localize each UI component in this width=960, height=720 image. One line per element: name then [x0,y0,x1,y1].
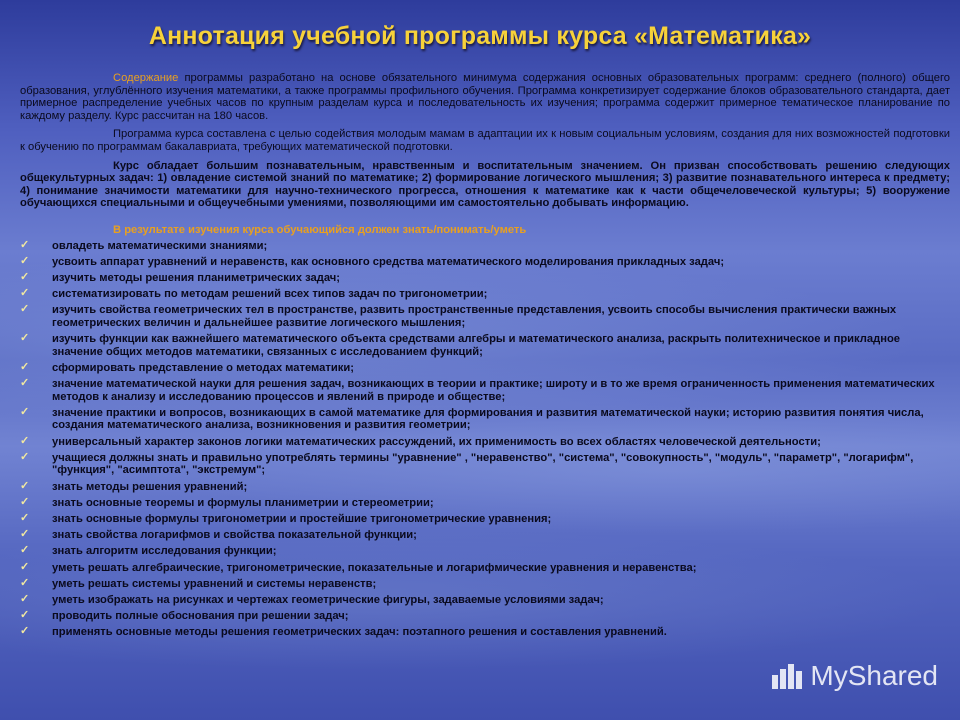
list-item: ✓ изучить функции как важнейшего математического объекта средствами алгебры и математического анализа, раскрыть политехническое и прикладное значение общих методов математики, связанных с исследованием функций; [20,332,901,358]
accent-word: Содержание [113,72,179,84]
watermark-text: MyShared [810,660,938,691]
list-item: ✓ уметь решать системы уравнений и системы неравенств; [20,576,377,590]
list-item: ✓ знать основные теоремы и формулы планиметрии и стереометрии; [20,495,434,509]
check-icon: ✓ [20,287,30,300]
list-item: ✓ овладеть математическими знаниями; [20,238,268,252]
check-icon: ✓ [20,377,30,390]
check-icon: ✓ [20,360,30,373]
list-item: ✓ значение математической науки для решения задач, возникающих в теории и практике; широту и в то же время ограниченность применения математических методов к анализу и исследованию процессов и явлений в природе и обществе; [20,377,935,403]
check-icon: ✓ [20,254,30,267]
check-icon: ✓ [20,495,30,508]
list-item: ✓ уметь изображать на рисунках и чертежах геометрические фигуры, задаваемые условиями задач; [20,592,604,606]
check-icon: ✓ [20,434,30,447]
check-icon: ✓ [20,405,30,418]
list-item: ✓ знать свойства логарифмов и свойства показательной функции; [20,528,417,542]
check-icon: ✓ [20,592,30,605]
list-item: ✓ учащиеся должны знать и правильно употреблять термины "уравнение" , "неравенство", "система", "совокупность", "модуль", "параметр", "логарифм", "функция", "асимптота", "экстремум"; [20,450,914,477]
check-icon: ✓ [20,450,30,463]
result-heading: В результате изучения курса обучающийся должен знать/понимать/уметь [113,223,527,236]
list-item: ✓ знать основные формулы тригонометрии и простейшие тригонометрические уравнения; [20,511,552,525]
check-icon: ✓ [20,609,30,622]
list-item: ✓ применять основные методы решения геометрических задач: поэтапного решения и составления уравнений. [20,625,667,639]
list-item: ✓ значение практики и вопросов, возникающих в самой математике для формирования и развития математической науки; историю развития понятия числа, создания математического анализа, возникновения и развития геометрии; [20,405,924,432]
paragraph-course-goals: Курс обладает большим познавательным, нравственным и воспитательным значением. Он призван способствовать решению следующих общекультурных задач: 1) овладение системой знаний по математике; 2) формирование логического мышления; 3) развитие познавательного интереса к предмету; 4) понимание значимости математики для научно-технического прогресса, отношения к математике как к части общечеловеческой культуры; 5) вооружение обучающихся специальными и общеучебными умениями, позволяющими им самостоятельно добывать информацию. [20,159,950,210]
list-item: ✓ систематизировать по методам решений всех типов задач по тригонометрии; [20,287,488,301]
check-icon: ✓ [20,560,30,573]
check-icon: ✓ [20,303,30,316]
check-icon: ✓ [20,576,30,589]
list-item: ✓ сформировать представление о методах математики; [20,360,354,374]
check-icon: ✓ [20,332,30,345]
list-item: ✓ изучить методы решения планиметрических задач; [20,270,340,284]
list-item: ✓ изучить свойства геометрических тел в пространстве, развить пространственные представления, усвоить способы вычисления практически важных геометрических величин и дальнейшее развитие логического мышления; [20,303,897,329]
list-item: ✓ проводить полные обоснования при решении задач; [20,609,349,623]
paragraph-course-purpose: Программа курса составлена с целью содействия молодым мамам в адаптации их к новым социальным условиям, создания для них возможностей подготовки к обучению по программам бакалавриата, требующих математической подготовки. [20,128,950,153]
check-icon: ✓ [20,270,30,283]
check-icon: ✓ [20,511,30,524]
check-icon: ✓ [20,479,30,492]
paragraph-content-description [20,72,950,122]
list-item: ✓ уметь решать алгебраические, тригонометрические, показательные и логарифмические уравнения и неравенства; [20,560,697,574]
paragraph-1-text: программы разработано на основе обязательного минимума содержания основных образовательных программ: среднего (полного) общего образования, углублённого изучения математики, а также программы профильного обучения. Программа конкретизирует содержание блоков образовательного стандарта, дает примерное распределение учебных часов по крупным разделам курса и последовательность их изучения; программа содержит примерное тематическое планирование по каждому разделу. Курс рассчитан на 180 часов. [20,72,950,122]
list-item: ✓ знать методы решения уравнений; [20,479,248,493]
list-item: ✓ универсальный характер законов логики математических рассуждений, их применимость во всех областях человеческой деятельности; [20,434,821,448]
outcomes-list [20,240,950,639]
list-item: ✓ усвоить аппарат уравнений и неравенств, как основного средства математического моделирования прикладных задач; [20,254,725,268]
slide-content [20,72,950,642]
check-icon: ✓ [20,625,30,638]
check-icon: ✓ [20,544,30,557]
slide-title: Аннотация учебной программы курса «Математика» [148,22,812,50]
myshared-logo-icon [770,661,804,691]
list-item: ✓ знать алгоритм исследования функции; [20,544,277,558]
check-icon: ✓ [20,238,30,251]
check-icon: ✓ [20,528,30,541]
myshared-watermark[interactable] [770,660,938,692]
